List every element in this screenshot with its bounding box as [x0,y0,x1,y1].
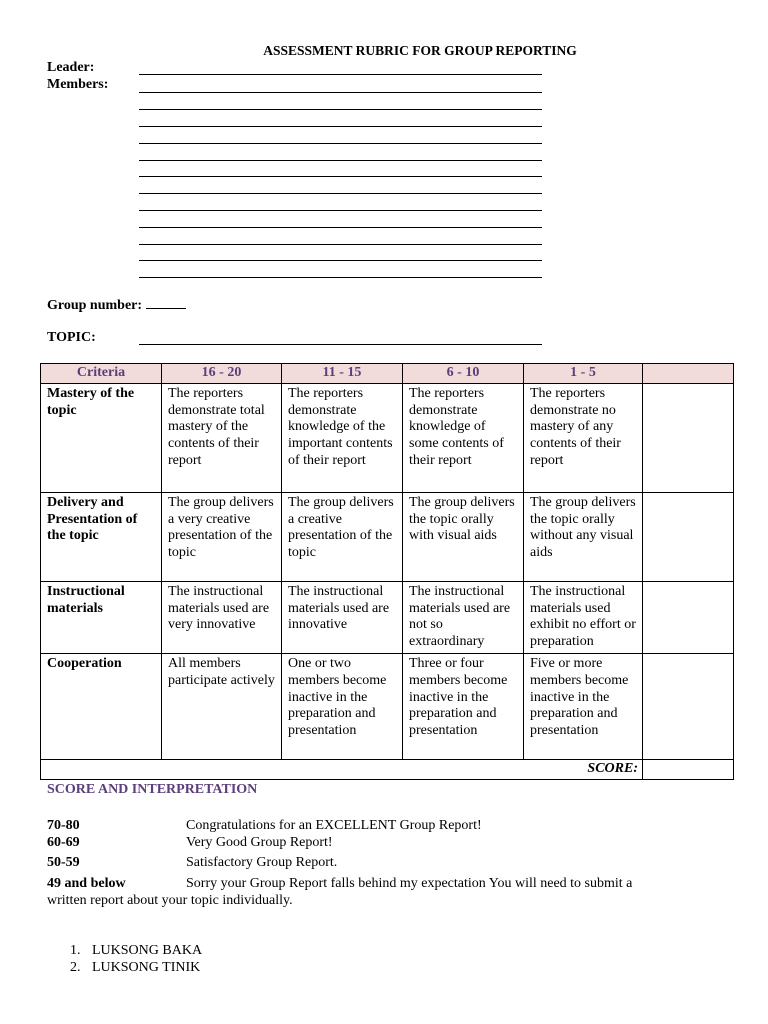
interpretation-item [47,875,647,909]
criteria-cell: Delivery and Presentation of the topic [41,492,162,581]
member-line [139,176,542,177]
score-range: 49 and below [47,876,126,891]
score-cell [643,492,734,581]
member-line [139,277,542,278]
score-text: Satisfactory Group Report. [186,855,338,870]
leader-label: Leader: [47,60,95,75]
interpretation-item [47,854,647,871]
group-number-row [47,296,186,314]
criteria-cell: Instructional materials [41,581,162,653]
score-cell [643,653,734,759]
score-label: SCORE: [41,759,643,779]
table-cell: The instructional materials used are not so extraordinary [403,581,524,653]
score-cell [643,581,734,653]
table-cell: The reporters demonstrate no mastery of any contents of their report [524,383,643,492]
score-text: Very Good Group Report! [186,835,333,850]
numbered-list [70,942,202,976]
interpretation-item [47,817,647,834]
group-number-blank [146,296,186,309]
table-cell: Five or more members become inactive in the preparation and presentation [524,653,643,759]
table-cell: The instructional materials used are very innovative [162,581,282,653]
list-item: 1. LUKSONG BAKA [70,943,203,958]
table-cell: The reporters demonstrate knowledge of some contents of their report [403,383,524,492]
score-text: Sorry your Group Report falls behind my expectation You will need to submit a written report about your topic individually. [47,876,633,908]
table-cell: The reporters demonstrate total mastery of the contents of their report [162,383,282,492]
criteria-cell: Cooperation [41,653,162,759]
topic-label: TOPIC: [47,330,96,345]
table-cell: The instructional materials used exhibit no effort or preparation [524,581,643,653]
score-row [41,759,734,779]
table-cell: All members participate actively [162,653,282,759]
table-row [41,653,734,759]
score-cell [643,383,734,492]
member-line [139,126,542,127]
table-cell: The reporters demonstrate knowledge of the important contents of their report [282,383,403,492]
table-cell: The group delivers a creative presentation of the topic [282,492,403,581]
table-cell: The group delivers the topic orally with visual aids [403,492,524,581]
member-line [139,143,542,144]
page-title: ASSESSMENT RUBRIC FOR GROUP REPORTING [263,43,577,58]
table-cell: Three or four members become inactive in the preparation and presentation [403,653,524,759]
member-line [139,160,542,161]
table-cell: The group delivers a very creative presentation of the topic [162,492,282,581]
score-text: Congratulations for an EXCELLENT Group Report! [186,818,482,833]
rubric-table [40,363,734,780]
header-6-10: 6 - 10 [403,364,524,384]
member-line [139,260,542,261]
member-line [139,244,542,245]
list-item: 2. LUKSONG TINIK [70,960,201,975]
header-criteria: Criteria [41,364,162,384]
member-line [139,193,542,194]
table-row [41,383,734,492]
table-cell: The group delivers the topic orally without any visual aids [524,492,643,581]
member-line [139,109,542,110]
topic-line [139,344,542,345]
score-range: 50-59 [47,855,80,870]
header-1-5: 1 - 5 [524,364,643,384]
header-16-20: 16 - 20 [162,364,282,384]
member-line [139,92,542,93]
table-cell: The instructional materials used are innovative [282,581,403,653]
table-cell: One or two members become inactive in the preparation and presentation [282,653,403,759]
member-line [139,227,542,228]
leader-line [139,74,542,75]
interpretation-item [47,834,647,851]
rubric-header-row [41,364,734,384]
group-number-label: Group number: [47,298,143,313]
interpretation-title: SCORE AND INTERPRETATION [47,782,258,797]
member-line [139,210,542,211]
header-blank [643,364,734,384]
header-11-15: 11 - 15 [282,364,403,384]
total-score-cell [643,759,734,779]
score-range: 70-80 [47,818,80,833]
score-range: 60-69 [47,835,80,850]
criteria-cell: Mastery of the topic [41,383,162,492]
table-row [41,581,734,653]
members-label: Members: [47,77,109,92]
table-row [41,492,734,581]
